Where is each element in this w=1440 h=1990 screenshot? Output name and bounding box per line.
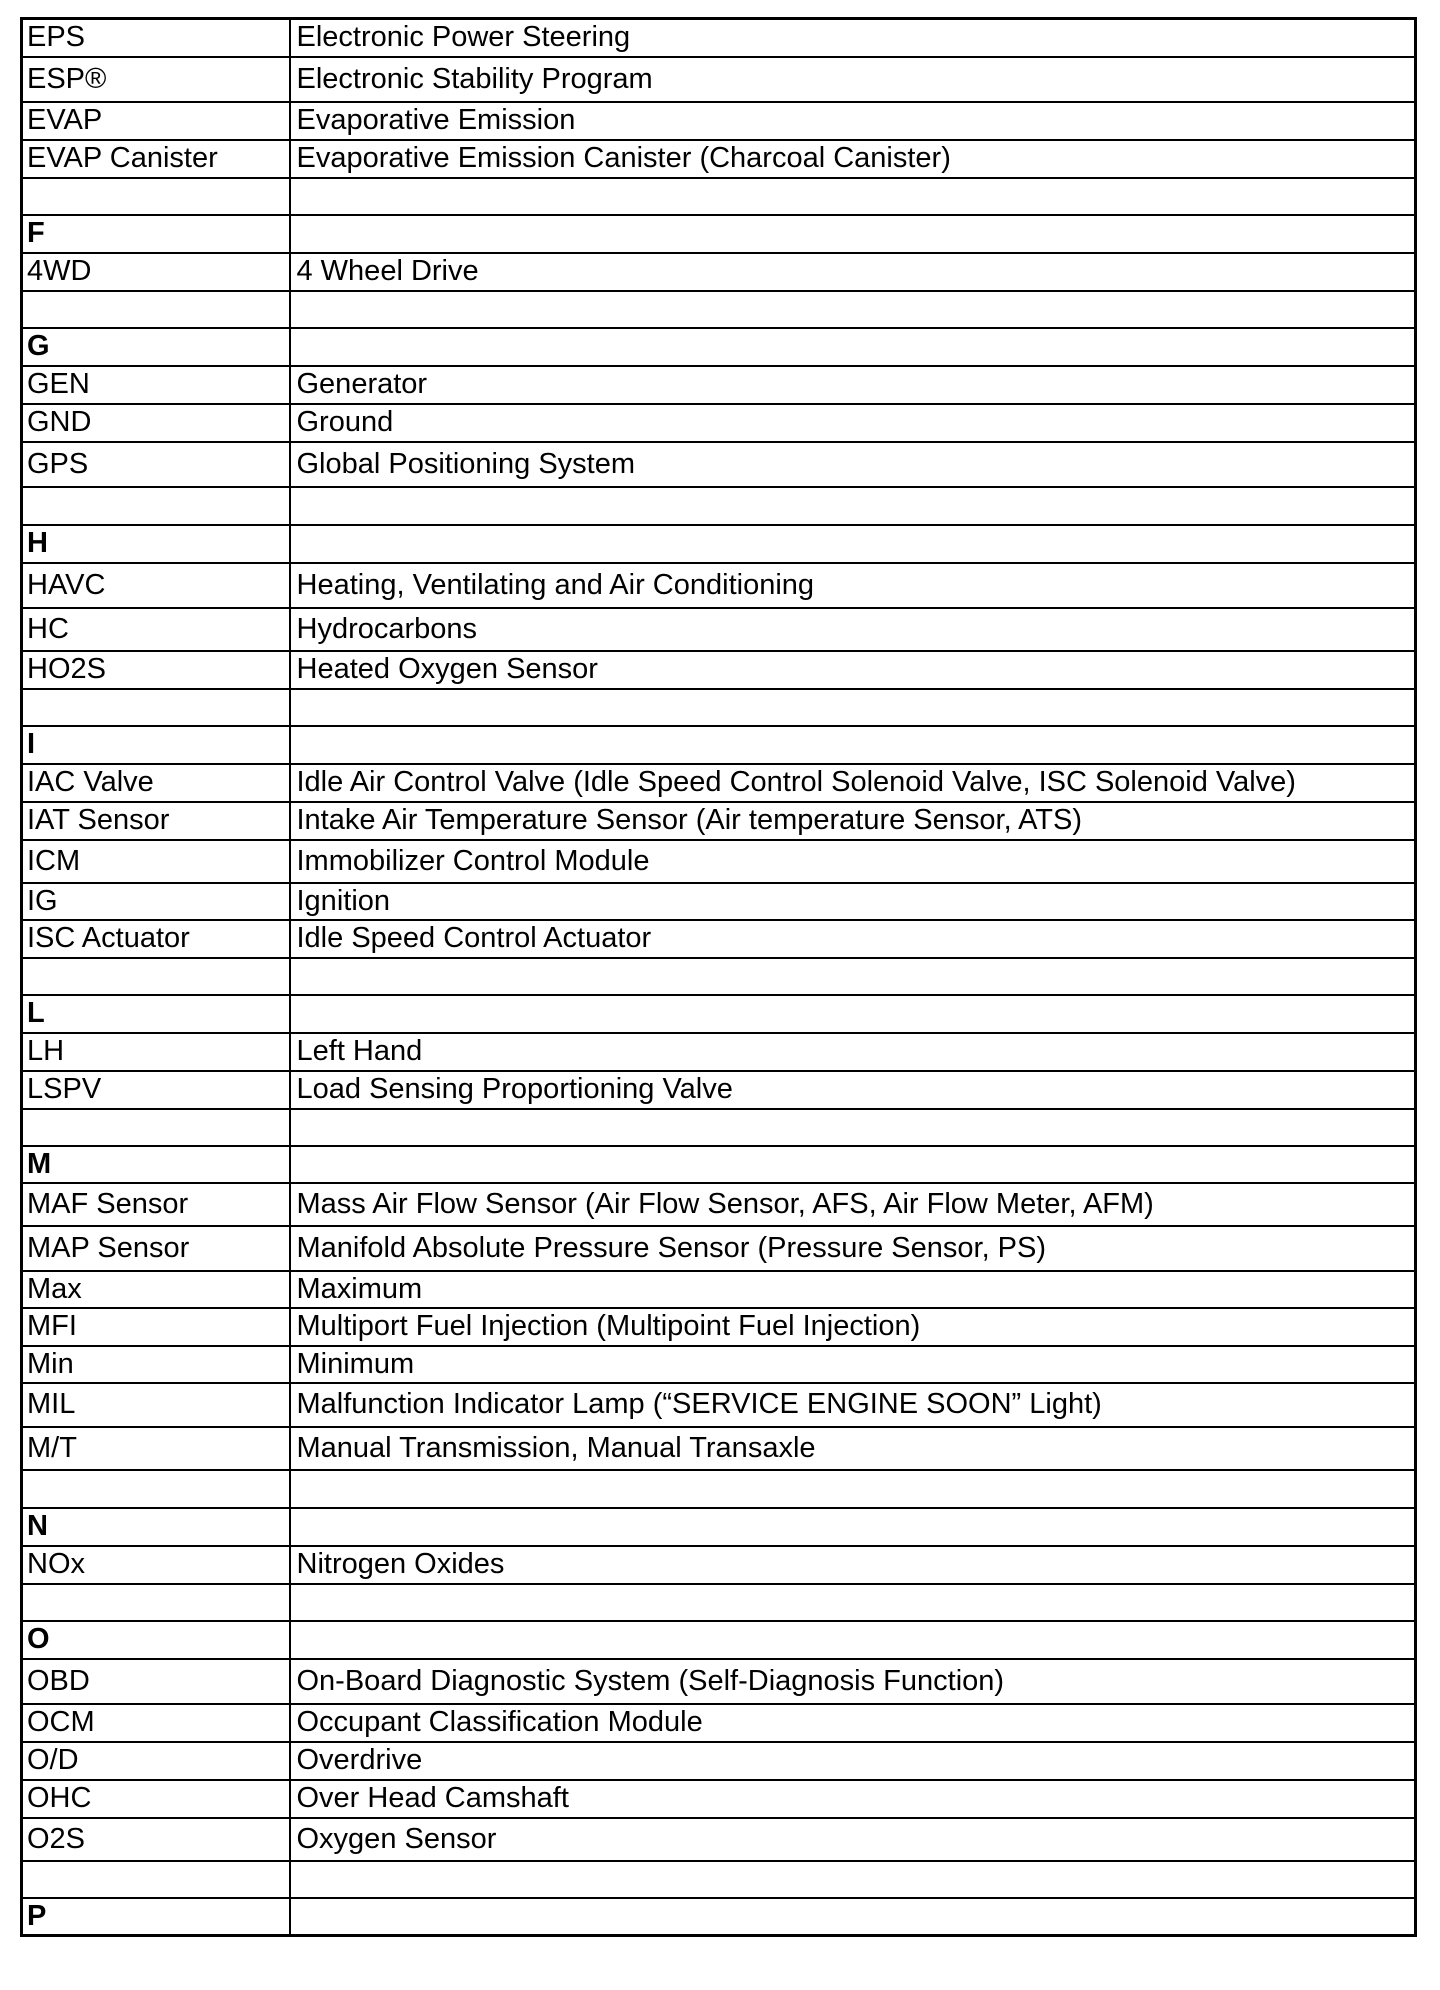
abbreviation-cell: LSPV [22,1071,290,1109]
definition-cell: Heating, Ventilating and Air Conditioning [290,563,1416,608]
table-row [22,1659,1416,1704]
abbreviation-cell: HAVC [22,563,290,608]
abbreviation-cell: IAT Sensor [22,802,290,840]
abbreviation-cell: OCM [22,1704,290,1742]
blank-cell [290,178,1416,215]
abbreviation-cell: MIL [22,1383,290,1427]
table-row [22,764,1416,802]
blank-cell [22,1861,290,1898]
section-header-row [22,995,1416,1033]
definition-cell: Ignition [290,883,1416,920]
blank-row [22,1470,1416,1508]
section-definition-cell [290,215,1416,253]
blank-cell [290,1584,1416,1621]
definition-cell: On-Board Diagnostic System (Self-Diagnosis Function) [290,1659,1416,1704]
table-row [22,102,1416,140]
abbreviation-cell: HO2S [22,651,290,689]
definition-cell: 4 Wheel Drive [290,253,1416,291]
table-row [22,920,1416,958]
table-row [22,1427,1416,1470]
table-row [22,651,1416,689]
table-row [22,442,1416,487]
blank-cell [290,1470,1416,1508]
section-letter: N [22,1508,290,1546]
blank-row [22,1109,1416,1146]
abbreviation-cell: HC [22,608,290,651]
blank-cell [22,1584,290,1621]
section-letter: F [22,215,290,253]
abbreviation-cell: OBD [22,1659,290,1704]
table-row [22,1742,1416,1780]
table-row [22,57,1416,102]
definition-cell: Electronic Stability Program [290,57,1416,102]
abbreviation-cell: EPS [22,19,290,57]
blank-cell [290,1861,1416,1898]
abbreviation-cell: IAC Valve [22,764,290,802]
blank-cell [22,689,290,726]
section-letter: P [22,1898,290,1936]
definition-cell: Oxygen Sensor [290,1818,1416,1861]
table-row [22,1346,1416,1383]
definition-cell: Heated Oxygen Sensor [290,651,1416,689]
definition-cell: Minimum [290,1346,1416,1383]
table-row [22,1226,1416,1271]
table-row [22,1780,1416,1818]
table-row [22,563,1416,608]
table-row [22,1033,1416,1071]
blank-cell [290,487,1416,525]
table-row [22,802,1416,840]
definition-cell: Idle Speed Control Actuator [290,920,1416,958]
blank-cell [22,1109,290,1146]
section-letter: G [22,328,290,366]
section-header-row [22,1146,1416,1183]
table-row [22,883,1416,920]
section-definition-cell [290,726,1416,764]
definition-cell: Generator [290,366,1416,404]
section-header-row [22,215,1416,253]
abbreviation-cell: NOx [22,1546,290,1584]
blank-cell [22,291,290,328]
abbreviation-cell: ISC Actuator [22,920,290,958]
definition-cell: Idle Air Control Valve (Idle Speed Control Solenoid Valve, ISC Solenoid Valve) [290,764,1416,802]
abbreviation-cell: EVAP Canister [22,140,290,178]
section-definition-cell [290,995,1416,1033]
blank-cell [22,487,290,525]
section-header-row [22,525,1416,563]
definition-cell: Evaporative Emission Canister (Charcoal Canister) [290,140,1416,178]
definition-cell: Electronic Power Steering [290,19,1416,57]
table-row [22,608,1416,651]
blank-cell [290,1109,1416,1146]
abbreviation-cell: Max [22,1271,290,1308]
section-letter: M [22,1146,290,1183]
blank-row [22,958,1416,995]
section-letter: L [22,995,290,1033]
table-row [22,366,1416,404]
abbreviation-cell: M/T [22,1427,290,1470]
abbreviation-cell: MAP Sensor [22,1226,290,1271]
definition-cell: Occupant Classification Module [290,1704,1416,1742]
abbreviation-cell: 4WD [22,253,290,291]
definition-cell: Malfunction Indicator Lamp (“SERVICE ENGINE SOON” Light) [290,1383,1416,1427]
table-row [22,1383,1416,1427]
table-row [22,1308,1416,1346]
definition-cell: Evaporative Emission [290,102,1416,140]
blank-row [22,487,1416,525]
blank-cell [290,291,1416,328]
definition-cell: Intake Air Temperature Sensor (Air temperature Sensor, ATS) [290,802,1416,840]
section-definition-cell [290,525,1416,563]
section-letter: H [22,525,290,563]
abbreviation-cell: MAF Sensor [22,1183,290,1226]
table-row [22,1183,1416,1226]
table-row [22,840,1416,883]
definition-cell: Multiport Fuel Injection (Multipoint Fuel Injection) [290,1308,1416,1346]
blank-cell [290,689,1416,726]
section-header-row [22,1508,1416,1546]
abbreviation-cell: Min [22,1346,290,1383]
abbreviation-cell: GEN [22,366,290,404]
section-letter: I [22,726,290,764]
table-row [22,1546,1416,1584]
definition-cell: Immobilizer Control Module [290,840,1416,883]
blank-cell [290,958,1416,995]
section-definition-cell [290,1898,1416,1936]
section-header-row [22,1621,1416,1659]
blank-row [22,1584,1416,1621]
abbreviation-cell: GND [22,404,290,442]
table-row [22,253,1416,291]
abbreviation-table-body [22,19,1416,1936]
table-row [22,1071,1416,1109]
abbreviation-cell: O2S [22,1818,290,1861]
section-letter: O [22,1621,290,1659]
blank-cell [22,178,290,215]
definition-cell: Hydrocarbons [290,608,1416,651]
section-header-row [22,328,1416,366]
table-row [22,1704,1416,1742]
abbreviation-cell: ESP® [22,57,290,102]
blank-cell [22,958,290,995]
abbreviation-cell: O/D [22,1742,290,1780]
definition-cell: Overdrive [290,1742,1416,1780]
definition-cell: Over Head Camshaft [290,1780,1416,1818]
definition-cell: Global Positioning System [290,442,1416,487]
definition-cell: Manifold Absolute Pressure Sensor (Pressure Sensor, PS) [290,1226,1416,1271]
abbreviation-cell: MFI [22,1308,290,1346]
abbreviation-cell: OHC [22,1780,290,1818]
section-header-row [22,1898,1416,1936]
abbreviation-cell: LH [22,1033,290,1071]
section-definition-cell [290,328,1416,366]
abbreviation-cell: IG [22,883,290,920]
abbreviation-sheet [20,17,1417,1937]
section-definition-cell [290,1146,1416,1183]
definition-cell: Left Hand [290,1033,1416,1071]
table-row [22,1271,1416,1308]
section-header-row [22,726,1416,764]
table-row [22,140,1416,178]
definition-cell: Manual Transmission, Manual Transaxle [290,1427,1416,1470]
blank-row [22,1861,1416,1898]
abbreviation-table [20,17,1417,1937]
definition-cell: Mass Air Flow Sensor (Air Flow Sensor, AFS, Air Flow Meter, AFM) [290,1183,1416,1226]
definition-cell: Nitrogen Oxides [290,1546,1416,1584]
blank-row [22,291,1416,328]
table-row [22,1818,1416,1861]
blank-cell [22,1470,290,1508]
blank-row [22,178,1416,215]
section-definition-cell [290,1621,1416,1659]
abbreviation-cell: GPS [22,442,290,487]
definition-cell: Load Sensing Proportioning Valve [290,1071,1416,1109]
section-definition-cell [290,1508,1416,1546]
abbreviation-cell: EVAP [22,102,290,140]
table-row [22,404,1416,442]
abbreviation-cell: ICM [22,840,290,883]
blank-row [22,689,1416,726]
definition-cell: Ground [290,404,1416,442]
table-row [22,19,1416,57]
definition-cell: Maximum [290,1271,1416,1308]
